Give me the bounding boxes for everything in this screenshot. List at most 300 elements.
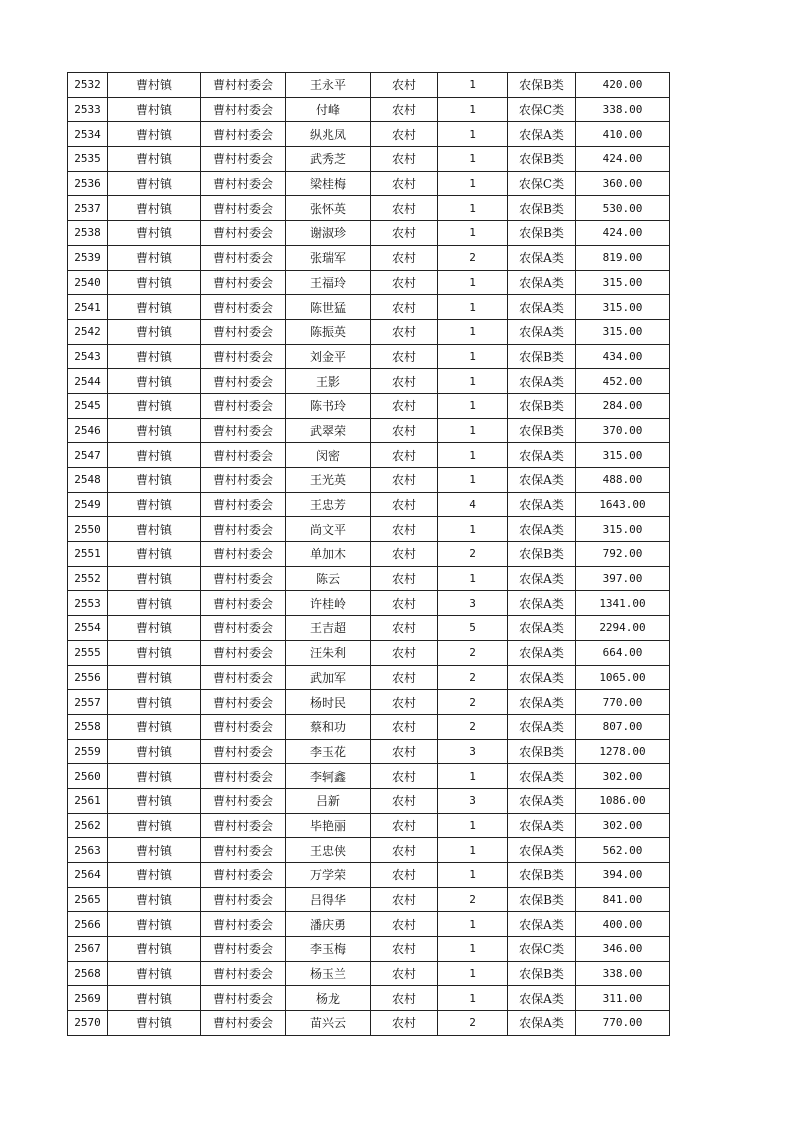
cell-insurance-category: 农保A类 <box>508 764 576 789</box>
cell-village-committee: 曹村村委会 <box>201 468 286 493</box>
cell-village-committee: 曹村村委会 <box>201 961 286 986</box>
table-row <box>68 986 670 1011</box>
cell-town: 曹村镇 <box>108 616 201 641</box>
cell-insurance-category: 农保A类 <box>508 838 576 863</box>
cell-household-count: 2 <box>438 887 508 912</box>
cell-household-type: 农村 <box>371 863 438 888</box>
cell-household-type: 农村 <box>371 961 438 986</box>
cell-amount: 1278.00 <box>576 739 670 764</box>
cell-household-count: 1 <box>438 443 508 468</box>
cell-household-count: 1 <box>438 764 508 789</box>
cell-household-count: 1 <box>438 937 508 962</box>
cell-village-committee: 曹村村委会 <box>201 986 286 1011</box>
cell-town: 曹村镇 <box>108 73 201 98</box>
cell-amount: 338.00 <box>576 961 670 986</box>
table-row <box>68 739 670 764</box>
cell-amount: 2294.00 <box>576 616 670 641</box>
cell-person-name: 张瑞军 <box>286 245 371 270</box>
cell-amount: 400.00 <box>576 912 670 937</box>
cell-row-number: 2567 <box>68 937 108 962</box>
cell-town: 曹村镇 <box>108 492 201 517</box>
cell-row-number: 2532 <box>68 73 108 98</box>
cell-insurance-category: 农保A类 <box>508 690 576 715</box>
cell-village-committee: 曹村村委会 <box>201 171 286 196</box>
cell-household-type: 农村 <box>371 690 438 715</box>
cell-person-name: 王忠侠 <box>286 838 371 863</box>
cell-row-number: 2550 <box>68 517 108 542</box>
cell-town: 曹村镇 <box>108 122 201 147</box>
cell-amount: 424.00 <box>576 221 670 246</box>
cell-town: 曹村镇 <box>108 517 201 542</box>
table-row <box>68 616 670 641</box>
table-row <box>68 270 670 295</box>
cell-household-type: 农村 <box>371 468 438 493</box>
cell-town: 曹村镇 <box>108 788 201 813</box>
cell-person-name: 许桂岭 <box>286 591 371 616</box>
cell-household-count: 1 <box>438 270 508 295</box>
table-row <box>68 517 670 542</box>
cell-person-name: 单加木 <box>286 542 371 567</box>
cell-town: 曹村镇 <box>108 344 201 369</box>
cell-village-committee: 曹村村委会 <box>201 295 286 320</box>
cell-village-committee: 曹村村委会 <box>201 492 286 517</box>
table-row <box>68 319 670 344</box>
cell-row-number: 2559 <box>68 739 108 764</box>
cell-household-type: 农村 <box>371 986 438 1011</box>
cell-village-committee: 曹村村委会 <box>201 147 286 172</box>
cell-insurance-category: 农保A类 <box>508 443 576 468</box>
cell-person-name: 武加军 <box>286 665 371 690</box>
cell-town: 曹村镇 <box>108 369 201 394</box>
cell-person-name: 王福玲 <box>286 270 371 295</box>
cell-row-number: 2564 <box>68 863 108 888</box>
table-row <box>68 97 670 122</box>
cell-town: 曹村镇 <box>108 690 201 715</box>
cell-household-type: 农村 <box>371 591 438 616</box>
cell-town: 曹村镇 <box>108 863 201 888</box>
cell-amount: 315.00 <box>576 319 670 344</box>
cell-household-count: 1 <box>438 813 508 838</box>
cell-town: 曹村镇 <box>108 270 201 295</box>
cell-village-committee: 曹村村委会 <box>201 542 286 567</box>
cell-person-name: 王影 <box>286 369 371 394</box>
cell-household-type: 农村 <box>371 739 438 764</box>
table-row <box>68 591 670 616</box>
cell-amount: 770.00 <box>576 690 670 715</box>
cell-household-count: 2 <box>438 640 508 665</box>
cell-amount: 394.00 <box>576 863 670 888</box>
cell-household-count: 1 <box>438 171 508 196</box>
cell-town: 曹村镇 <box>108 961 201 986</box>
table-row <box>68 764 670 789</box>
cell-town: 曹村镇 <box>108 295 201 320</box>
table-row <box>68 566 670 591</box>
cell-household-count: 2 <box>438 245 508 270</box>
table-row <box>68 690 670 715</box>
cell-household-count: 3 <box>438 591 508 616</box>
cell-village-committee: 曹村村委会 <box>201 73 286 98</box>
cell-insurance-category: 农保A类 <box>508 492 576 517</box>
table-row <box>68 245 670 270</box>
table-row <box>68 1011 670 1036</box>
table-row <box>68 418 670 443</box>
cell-household-type: 农村 <box>371 418 438 443</box>
cell-village-committee: 曹村村委会 <box>201 319 286 344</box>
cell-household-count: 1 <box>438 196 508 221</box>
cell-row-number: 2544 <box>68 369 108 394</box>
cell-village-committee: 曹村村委会 <box>201 838 286 863</box>
cell-insurance-category: 农保C类 <box>508 171 576 196</box>
cell-town: 曹村镇 <box>108 196 201 221</box>
cell-household-type: 农村 <box>371 517 438 542</box>
cell-town: 曹村镇 <box>108 739 201 764</box>
cell-village-committee: 曹村村委会 <box>201 665 286 690</box>
cell-amount: 434.00 <box>576 344 670 369</box>
table-row <box>68 369 670 394</box>
cell-insurance-category: 农保A类 <box>508 245 576 270</box>
table-row <box>68 887 670 912</box>
cell-household-count: 1 <box>438 418 508 443</box>
cell-amount: 302.00 <box>576 764 670 789</box>
cell-village-committee: 曹村村委会 <box>201 270 286 295</box>
table-row <box>68 443 670 468</box>
beneficiary-table <box>67 72 670 1036</box>
cell-amount: 397.00 <box>576 566 670 591</box>
cell-insurance-category: 农保A类 <box>508 319 576 344</box>
cell-row-number: 2546 <box>68 418 108 443</box>
cell-person-name: 蔡和功 <box>286 714 371 739</box>
cell-amount: 360.00 <box>576 171 670 196</box>
cell-village-committee: 曹村村委会 <box>201 863 286 888</box>
table-row <box>68 961 670 986</box>
cell-household-type: 农村 <box>371 270 438 295</box>
cell-insurance-category: 农保A类 <box>508 714 576 739</box>
cell-person-name: 苗兴云 <box>286 1011 371 1036</box>
cell-insurance-category: 农保A类 <box>508 616 576 641</box>
cell-person-name: 吕新 <box>286 788 371 813</box>
cell-amount: 819.00 <box>576 245 670 270</box>
cell-person-name: 毕艳丽 <box>286 813 371 838</box>
cell-household-type: 农村 <box>371 97 438 122</box>
cell-household-type: 农村 <box>371 887 438 912</box>
table-row <box>68 147 670 172</box>
table-row <box>68 665 670 690</box>
cell-village-committee: 曹村村委会 <box>201 566 286 591</box>
cell-insurance-category: 农保B类 <box>508 887 576 912</box>
cell-insurance-category: 农保B类 <box>508 221 576 246</box>
cell-village-committee: 曹村村委会 <box>201 369 286 394</box>
cell-village-committee: 曹村村委会 <box>201 640 286 665</box>
cell-household-count: 1 <box>438 97 508 122</box>
cell-person-name: 尚文平 <box>286 517 371 542</box>
cell-town: 曹村镇 <box>108 813 201 838</box>
cell-town: 曹村镇 <box>108 319 201 344</box>
table-row <box>68 196 670 221</box>
cell-household-count: 3 <box>438 788 508 813</box>
cell-insurance-category: 农保A类 <box>508 122 576 147</box>
cell-household-type: 农村 <box>371 344 438 369</box>
cell-household-type: 农村 <box>371 640 438 665</box>
cell-household-type: 农村 <box>371 1011 438 1036</box>
cell-village-committee: 曹村村委会 <box>201 245 286 270</box>
cell-household-type: 农村 <box>371 616 438 641</box>
cell-person-name: 武翠荣 <box>286 418 371 443</box>
table-row <box>68 468 670 493</box>
cell-town: 曹村镇 <box>108 1011 201 1036</box>
cell-insurance-category: 农保B类 <box>508 196 576 221</box>
cell-person-name: 王忠芳 <box>286 492 371 517</box>
table-row <box>68 838 670 863</box>
cell-town: 曹村镇 <box>108 665 201 690</box>
cell-household-count: 1 <box>438 566 508 591</box>
cell-person-name: 陈世猛 <box>286 295 371 320</box>
cell-amount: 370.00 <box>576 418 670 443</box>
cell-insurance-category: 农保B类 <box>508 863 576 888</box>
cell-household-count: 1 <box>438 961 508 986</box>
cell-person-name: 王光英 <box>286 468 371 493</box>
cell-household-type: 农村 <box>371 171 438 196</box>
cell-household-type: 农村 <box>371 714 438 739</box>
cell-row-number: 2558 <box>68 714 108 739</box>
cell-row-number: 2535 <box>68 147 108 172</box>
cell-household-count: 5 <box>438 616 508 641</box>
cell-village-committee: 曹村村委会 <box>201 813 286 838</box>
cell-person-name: 万学荣 <box>286 863 371 888</box>
cell-amount: 664.00 <box>576 640 670 665</box>
cell-person-name: 王永平 <box>286 73 371 98</box>
cell-household-type: 农村 <box>371 319 438 344</box>
cell-insurance-category: 农保C类 <box>508 97 576 122</box>
cell-household-type: 农村 <box>371 443 438 468</box>
cell-household-type: 农村 <box>371 492 438 517</box>
table-row <box>68 863 670 888</box>
cell-household-count: 1 <box>438 319 508 344</box>
cell-row-number: 2555 <box>68 640 108 665</box>
cell-amount: 315.00 <box>576 295 670 320</box>
cell-town: 曹村镇 <box>108 542 201 567</box>
cell-household-type: 农村 <box>371 838 438 863</box>
cell-amount: 346.00 <box>576 937 670 962</box>
cell-town: 曹村镇 <box>108 245 201 270</box>
cell-row-number: 2568 <box>68 961 108 986</box>
cell-household-type: 农村 <box>371 295 438 320</box>
cell-household-count: 2 <box>438 714 508 739</box>
cell-row-number: 2549 <box>68 492 108 517</box>
cell-insurance-category: 农保B类 <box>508 418 576 443</box>
cell-person-name: 纵兆凤 <box>286 122 371 147</box>
cell-household-count: 3 <box>438 739 508 764</box>
cell-person-name: 谢淑珍 <box>286 221 371 246</box>
table-row <box>68 640 670 665</box>
cell-row-number: 2551 <box>68 542 108 567</box>
cell-household-type: 农村 <box>371 764 438 789</box>
cell-amount: 284.00 <box>576 393 670 418</box>
cell-household-count: 1 <box>438 468 508 493</box>
cell-household-type: 农村 <box>371 937 438 962</box>
cell-household-type: 农村 <box>371 245 438 270</box>
cell-town: 曹村镇 <box>108 591 201 616</box>
cell-household-type: 农村 <box>371 196 438 221</box>
cell-household-count: 1 <box>438 221 508 246</box>
cell-amount: 315.00 <box>576 270 670 295</box>
cell-village-committee: 曹村村委会 <box>201 1011 286 1036</box>
table-row <box>68 542 670 567</box>
cell-insurance-category: 农保B类 <box>508 73 576 98</box>
cell-person-name: 李玉花 <box>286 739 371 764</box>
cell-row-number: 2543 <box>68 344 108 369</box>
cell-town: 曹村镇 <box>108 566 201 591</box>
cell-town: 曹村镇 <box>108 221 201 246</box>
cell-row-number: 2552 <box>68 566 108 591</box>
cell-amount: 452.00 <box>576 369 670 394</box>
cell-town: 曹村镇 <box>108 912 201 937</box>
table-row <box>68 393 670 418</box>
cell-person-name: 李轲鑫 <box>286 764 371 789</box>
cell-row-number: 2560 <box>68 764 108 789</box>
cell-amount: 1086.00 <box>576 788 670 813</box>
cell-household-count: 2 <box>438 542 508 567</box>
cell-person-name: 刘金平 <box>286 344 371 369</box>
cell-village-committee: 曹村村委会 <box>201 912 286 937</box>
cell-town: 曹村镇 <box>108 887 201 912</box>
cell-insurance-category: 农保A类 <box>508 369 576 394</box>
cell-household-type: 农村 <box>371 813 438 838</box>
cell-household-count: 1 <box>438 344 508 369</box>
cell-village-committee: 曹村村委会 <box>201 393 286 418</box>
cell-person-name: 杨时民 <box>286 690 371 715</box>
cell-town: 曹村镇 <box>108 147 201 172</box>
cell-town: 曹村镇 <box>108 443 201 468</box>
cell-village-committee: 曹村村委会 <box>201 937 286 962</box>
cell-person-name: 武秀芝 <box>286 147 371 172</box>
cell-insurance-category: 农保B类 <box>508 961 576 986</box>
cell-household-count: 2 <box>438 665 508 690</box>
cell-insurance-category: 农保A类 <box>508 1011 576 1036</box>
cell-insurance-category: 农保A类 <box>508 665 576 690</box>
cell-row-number: 2553 <box>68 591 108 616</box>
cell-person-name: 陈云 <box>286 566 371 591</box>
cell-row-number: 2539 <box>68 245 108 270</box>
cell-town: 曹村镇 <box>108 937 201 962</box>
cell-town: 曹村镇 <box>108 838 201 863</box>
cell-insurance-category: 农保A类 <box>508 788 576 813</box>
cell-insurance-category: 农保A类 <box>508 295 576 320</box>
table-row <box>68 937 670 962</box>
cell-insurance-category: 农保C类 <box>508 937 576 962</box>
cell-row-number: 2561 <box>68 788 108 813</box>
cell-row-number: 2557 <box>68 690 108 715</box>
table-row <box>68 122 670 147</box>
cell-amount: 302.00 <box>576 813 670 838</box>
cell-household-count: 1 <box>438 73 508 98</box>
cell-town: 曹村镇 <box>108 714 201 739</box>
cell-insurance-category: 农保A类 <box>508 591 576 616</box>
cell-amount: 424.00 <box>576 147 670 172</box>
cell-household-count: 1 <box>438 147 508 172</box>
cell-village-committee: 曹村村委会 <box>201 887 286 912</box>
cell-row-number: 2538 <box>68 221 108 246</box>
cell-insurance-category: 农保B类 <box>508 393 576 418</box>
cell-household-type: 农村 <box>371 542 438 567</box>
cell-amount: 1643.00 <box>576 492 670 517</box>
cell-household-count: 1 <box>438 369 508 394</box>
cell-amount: 530.00 <box>576 196 670 221</box>
table-row <box>68 492 670 517</box>
table-row <box>68 714 670 739</box>
cell-row-number: 2562 <box>68 813 108 838</box>
cell-person-name: 王吉超 <box>286 616 371 641</box>
cell-row-number: 2563 <box>68 838 108 863</box>
cell-person-name: 汪朱利 <box>286 640 371 665</box>
cell-amount: 338.00 <box>576 97 670 122</box>
cell-household-count: 1 <box>438 122 508 147</box>
cell-amount: 1065.00 <box>576 665 670 690</box>
cell-row-number: 2570 <box>68 1011 108 1036</box>
cell-household-count: 1 <box>438 517 508 542</box>
cell-household-count: 1 <box>438 863 508 888</box>
cell-household-type: 农村 <box>371 122 438 147</box>
cell-row-number: 2556 <box>68 665 108 690</box>
table-row <box>68 912 670 937</box>
cell-row-number: 2533 <box>68 97 108 122</box>
cell-household-count: 1 <box>438 393 508 418</box>
cell-insurance-category: 农保A类 <box>508 640 576 665</box>
cell-town: 曹村镇 <box>108 418 201 443</box>
cell-person-name: 闵密 <box>286 443 371 468</box>
cell-insurance-category: 农保A类 <box>508 912 576 937</box>
cell-village-committee: 曹村村委会 <box>201 196 286 221</box>
cell-household-count: 1 <box>438 295 508 320</box>
cell-insurance-category: 农保B类 <box>508 542 576 567</box>
cell-town: 曹村镇 <box>108 986 201 1011</box>
cell-row-number: 2541 <box>68 295 108 320</box>
cell-household-count: 1 <box>438 986 508 1011</box>
cell-village-committee: 曹村村委会 <box>201 616 286 641</box>
cell-row-number: 2548 <box>68 468 108 493</box>
cell-amount: 807.00 <box>576 714 670 739</box>
cell-household-type: 农村 <box>371 221 438 246</box>
cell-village-committee: 曹村村委会 <box>201 122 286 147</box>
cell-amount: 1341.00 <box>576 591 670 616</box>
cell-amount: 562.00 <box>576 838 670 863</box>
cell-insurance-category: 农保A类 <box>508 517 576 542</box>
cell-village-committee: 曹村村委会 <box>201 418 286 443</box>
cell-person-name: 陈振英 <box>286 319 371 344</box>
cell-amount: 315.00 <box>576 443 670 468</box>
cell-village-committee: 曹村村委会 <box>201 690 286 715</box>
cell-person-name: 潘庆勇 <box>286 912 371 937</box>
cell-row-number: 2566 <box>68 912 108 937</box>
cell-amount: 420.00 <box>576 73 670 98</box>
cell-insurance-category: 农保B类 <box>508 344 576 369</box>
cell-person-name: 杨玉兰 <box>286 961 371 986</box>
cell-amount: 311.00 <box>576 986 670 1011</box>
cell-amount: 770.00 <box>576 1011 670 1036</box>
cell-household-count: 1 <box>438 912 508 937</box>
table-row <box>68 73 670 98</box>
cell-town: 曹村镇 <box>108 393 201 418</box>
table-row <box>68 221 670 246</box>
cell-household-type: 农村 <box>371 788 438 813</box>
cell-village-committee: 曹村村委会 <box>201 97 286 122</box>
cell-row-number: 2540 <box>68 270 108 295</box>
table-row <box>68 295 670 320</box>
cell-person-name: 陈书玲 <box>286 393 371 418</box>
cell-household-type: 农村 <box>371 566 438 591</box>
cell-insurance-category: 农保A类 <box>508 468 576 493</box>
cell-amount: 792.00 <box>576 542 670 567</box>
cell-row-number: 2537 <box>68 196 108 221</box>
